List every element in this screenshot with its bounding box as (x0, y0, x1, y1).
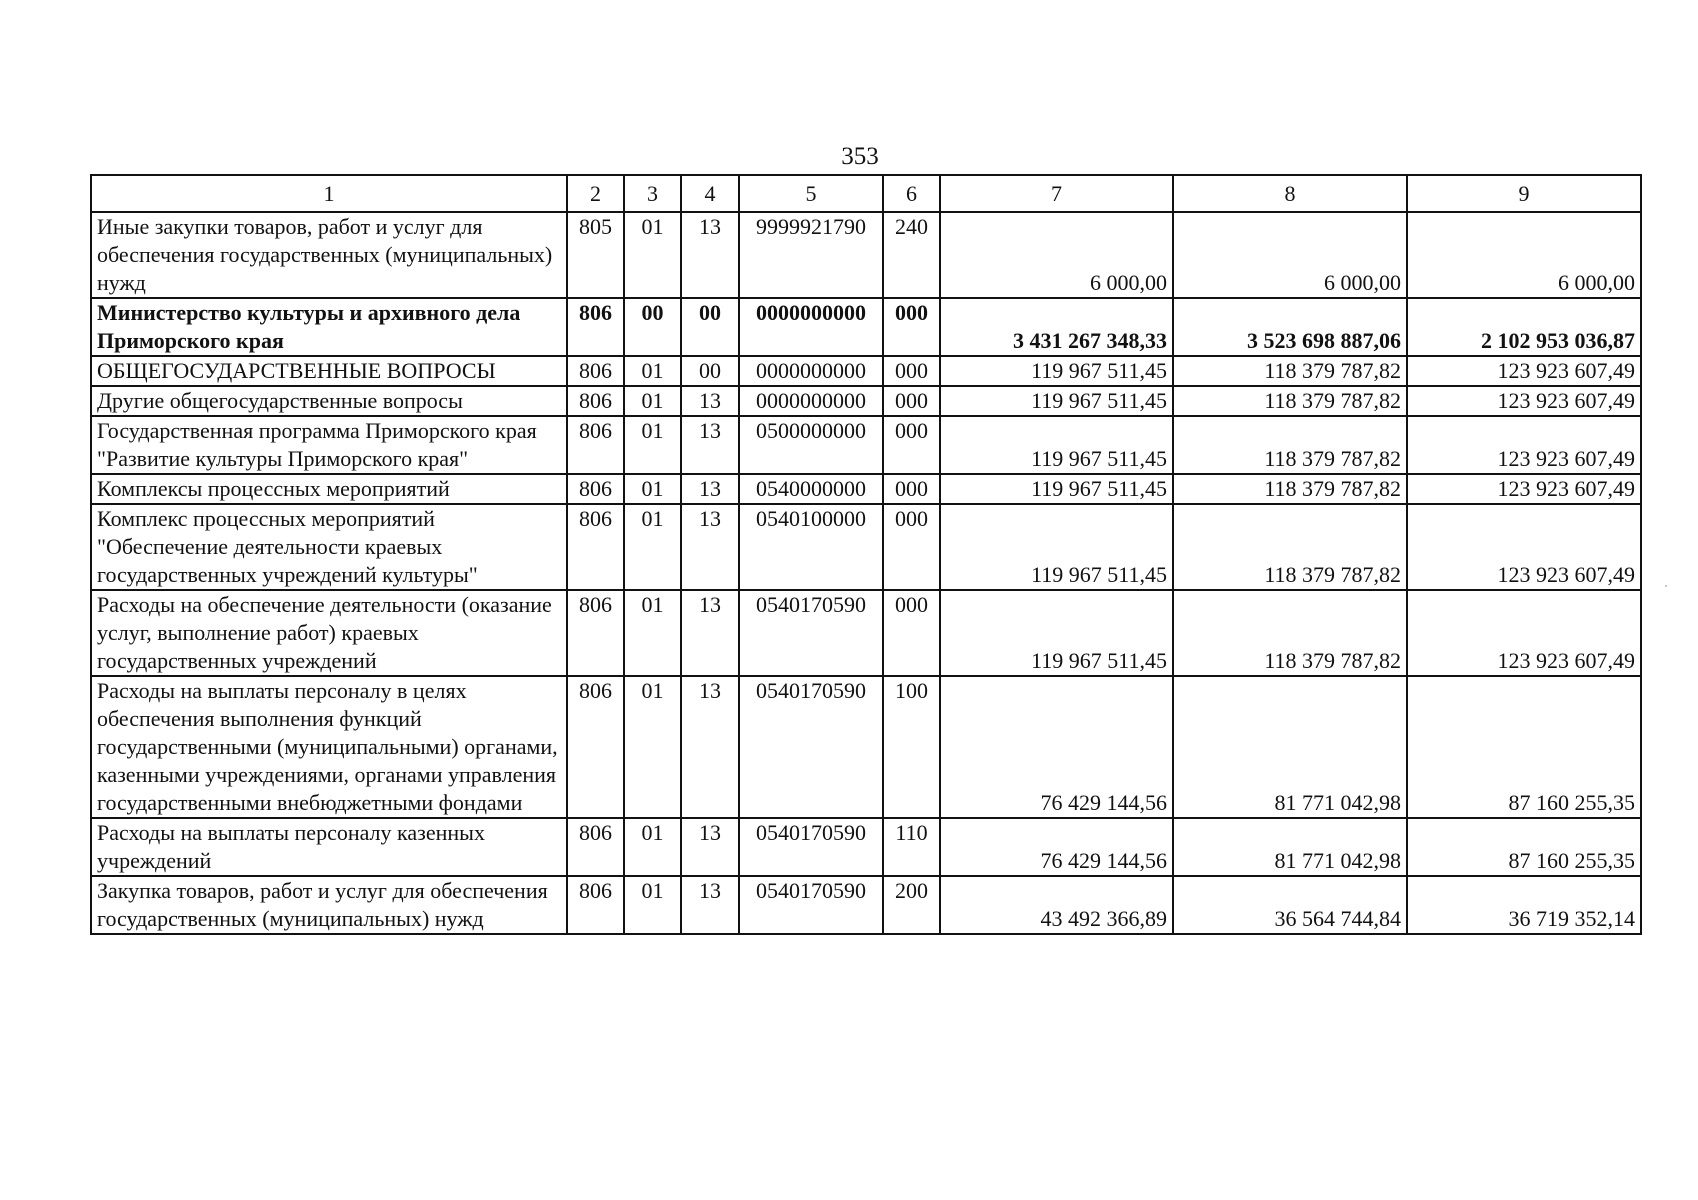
subsection-code-cell: 13 (681, 212, 739, 298)
table-row (91, 474, 1641, 504)
column-header: 5 (739, 175, 883, 212)
target-article-code-cell: 9999921790 (739, 212, 883, 298)
table-row (91, 416, 1641, 474)
target-article-code-cell: 0000000000 (739, 356, 883, 386)
amount-column-8-cell: 6 000,00 (1173, 212, 1407, 298)
section-code-cell: 01 (624, 876, 681, 934)
target-article-code-cell: 0540170590 (739, 876, 883, 934)
target-article-code-cell: 0540170590 (739, 590, 883, 676)
target-article-code-cell: 0540170590 (739, 676, 883, 818)
amount-column-8-cell: 118 379 787,82 (1173, 504, 1407, 590)
column-header: 3 (624, 175, 681, 212)
ministry-code-cell: 806 (567, 298, 624, 356)
page-number: 353 (841, 143, 879, 170)
amount-column-7-cell: 119 967 511,45 (940, 356, 1173, 386)
amount-column-9-cell: 2 102 953 036,87 (1407, 298, 1641, 356)
amount-column-9-cell: 123 923 607,49 (1407, 504, 1641, 590)
ministry-code-cell: 806 (567, 876, 624, 934)
target-article-code-cell: 0000000000 (739, 386, 883, 416)
table-row (91, 676, 1641, 818)
table-row (91, 386, 1641, 416)
amount-column-7-cell: 76 429 144,56 (940, 818, 1173, 876)
table-row (91, 212, 1641, 298)
expense-type-code-cell: 000 (883, 590, 940, 676)
expense-type-code-cell: 000 (883, 416, 940, 474)
amount-column-9-cell: 123 923 607,49 (1407, 416, 1641, 474)
column-header: 2 (567, 175, 624, 212)
subsection-code-cell: 00 (681, 298, 739, 356)
target-article-code-cell: 0500000000 (739, 416, 883, 474)
target-article-code-cell: 0540170590 (739, 818, 883, 876)
amount-column-8-cell: 81 771 042,98 (1173, 676, 1407, 818)
expense-name-cell: Расходы на обеспечение деятельности (оказание услуг, выполнение работ) краевых государственных учреждений (91, 590, 567, 676)
table-header-row (91, 175, 1641, 212)
amount-column-9-cell: 123 923 607,49 (1407, 590, 1641, 676)
table-row (91, 504, 1641, 590)
column-header: 8 (1173, 175, 1407, 212)
amount-column-7-cell: 119 967 511,45 (940, 474, 1173, 504)
ministry-code-cell: 806 (567, 676, 624, 818)
section-code-cell: 01 (624, 212, 681, 298)
column-header: 7 (940, 175, 1173, 212)
amount-column-7-cell: 119 967 511,45 (940, 386, 1173, 416)
subsection-code-cell: 13 (681, 504, 739, 590)
section-code-cell: 01 (624, 676, 681, 818)
amount-column-8-cell: 118 379 787,82 (1173, 356, 1407, 386)
ministry-code-cell: 806 (567, 356, 624, 386)
amount-column-8-cell: 118 379 787,82 (1173, 474, 1407, 504)
amount-column-9-cell: 123 923 607,49 (1407, 386, 1641, 416)
target-article-code-cell: 0000000000 (739, 298, 883, 356)
subsection-code-cell: 13 (681, 474, 739, 504)
amount-column-7-cell: 119 967 511,45 (940, 504, 1173, 590)
amount-column-8-cell: 118 379 787,82 (1173, 590, 1407, 676)
expense-name-cell: Иные закупки товаров, работ и услуг для обеспечения государственных (муниципальных) нужд (91, 212, 567, 298)
amount-column-8-cell: 118 379 787,82 (1173, 386, 1407, 416)
expense-name-cell: Другие общегосударственные вопросы (91, 386, 567, 416)
expense-name-cell: Государственная программа Приморского края "Развитие культуры Приморского края" (91, 416, 567, 474)
table-row (91, 818, 1641, 876)
expense-name-cell: Комплекс процессных мероприятий "Обеспечение деятельности краевых государственных учреждений культуры" (91, 504, 567, 590)
ministry-code-cell: 806 (567, 474, 624, 504)
section-code-cell: 01 (624, 416, 681, 474)
subsection-code-cell: 13 (681, 876, 739, 934)
amount-column-9-cell: 87 160 255,35 (1407, 676, 1641, 818)
expense-type-code-cell: 000 (883, 504, 940, 590)
amount-column-7-cell: 43 492 366,89 (940, 876, 1173, 934)
expense-type-code-cell: 000 (883, 386, 940, 416)
amount-column-8-cell: 3 523 698 887,06 (1173, 298, 1407, 356)
expense-name-cell: Закупка товаров, работ и услуг для обеспечения государственных (муниципальных) нужд (91, 876, 567, 934)
section-code-cell: 01 (624, 504, 681, 590)
amount-column-8-cell: 118 379 787,82 (1173, 416, 1407, 474)
amount-column-9-cell: 36 719 352,14 (1407, 876, 1641, 934)
amount-column-9-cell: 123 923 607,49 (1407, 356, 1641, 386)
expense-name-cell: Расходы на выплаты персоналу в целях обеспечения выполнения функций государственными (муниципальными) органами, казенными учреждениями, органами управления государственными внебюджетными фондами (91, 676, 567, 818)
section-code-cell: 01 (624, 386, 681, 416)
subsection-code-cell: 13 (681, 818, 739, 876)
amount-column-7-cell: 6 000,00 (940, 212, 1173, 298)
expense-type-code-cell: 000 (883, 298, 940, 356)
ministry-code-cell: 806 (567, 386, 624, 416)
section-code-cell: 01 (624, 818, 681, 876)
expense-name-cell: Расходы на выплаты персоналу казенных учреждений (91, 818, 567, 876)
table-row (91, 876, 1641, 934)
amount-column-9-cell: 6 000,00 (1407, 212, 1641, 298)
expense-type-code-cell: 100 (883, 676, 940, 818)
subsection-code-cell: 00 (681, 356, 739, 386)
expense-name-cell: Министерство культуры и архивного дела Приморского края (91, 298, 567, 356)
amount-column-7-cell: 119 967 511,45 (940, 590, 1173, 676)
ministry-code-cell: 806 (567, 504, 624, 590)
column-header: 4 (681, 175, 739, 212)
amount-column-7-cell: 119 967 511,45 (940, 416, 1173, 474)
subsection-code-cell: 13 (681, 590, 739, 676)
section-code-cell: 01 (624, 590, 681, 676)
table-row (91, 356, 1641, 386)
column-header: 1 (91, 175, 567, 212)
section-code-cell: 01 (624, 474, 681, 504)
ministry-code-cell: 806 (567, 416, 624, 474)
column-header: 6 (883, 175, 940, 212)
subsection-code-cell: 13 (681, 386, 739, 416)
expense-type-code-cell: 200 (883, 876, 940, 934)
budget-table (90, 174, 1642, 935)
subsection-code-cell: 13 (681, 416, 739, 474)
amount-column-9-cell: 87 160 255,35 (1407, 818, 1641, 876)
column-header: 9 (1407, 175, 1641, 212)
amount-column-7-cell: 3 431 267 348,33 (940, 298, 1173, 356)
ministry-code-cell: 805 (567, 212, 624, 298)
amount-column-8-cell: 81 771 042,98 (1173, 818, 1407, 876)
amount-column-7-cell: 76 429 144,56 (940, 676, 1173, 818)
scan-dot (1665, 585, 1667, 587)
amount-column-8-cell: 36 564 744,84 (1173, 876, 1407, 934)
table-row (91, 298, 1641, 356)
expense-name-cell: ОБЩЕГОСУДАРСТВЕННЫЕ ВОПРОСЫ (91, 356, 567, 386)
subsection-code-cell: 13 (681, 676, 739, 818)
expense-type-code-cell: 110 (883, 818, 940, 876)
expense-type-code-cell: 240 (883, 212, 940, 298)
expense-type-code-cell: 000 (883, 474, 940, 504)
amount-column-9-cell: 123 923 607,49 (1407, 474, 1641, 504)
expense-name-cell: Комплексы процессных мероприятий (91, 474, 567, 504)
section-code-cell: 00 (624, 298, 681, 356)
target-article-code-cell: 0540100000 (739, 504, 883, 590)
ministry-code-cell: 806 (567, 590, 624, 676)
ministry-code-cell: 806 (567, 818, 624, 876)
expense-type-code-cell: 000 (883, 356, 940, 386)
section-code-cell: 01 (624, 356, 681, 386)
table-row (91, 590, 1641, 676)
target-article-code-cell: 0540000000 (739, 474, 883, 504)
